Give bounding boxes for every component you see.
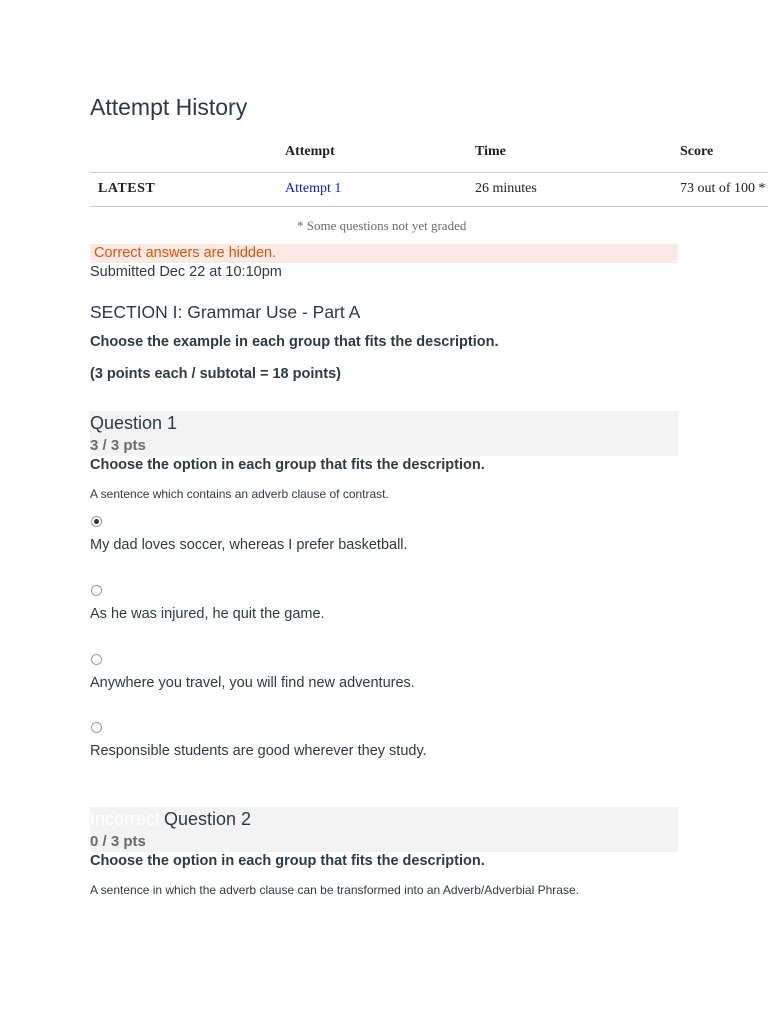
attempt-history-title: Attempt History bbox=[90, 94, 248, 120]
submitted-timestamp: Submitted Dec 22 at 10:10pm bbox=[90, 264, 282, 280]
attempt-1-link[interactable]: Attempt 1 bbox=[285, 181, 342, 196]
question-2-status: Incorrect bbox=[90, 809, 161, 829]
attempt-history-table bbox=[90, 138, 768, 207]
question-2-description: A sentence in which the adverb clause can be transformed into an Adverb/Adverbial Phrase. bbox=[90, 883, 579, 897]
answer-1-radio[interactable] bbox=[91, 516, 102, 527]
question-1-description: A sentence which contains an adverb clause of contrast. bbox=[90, 487, 389, 501]
question-1-prompt: Choose the option in each group that fits the description. bbox=[90, 457, 485, 473]
answer-1-text: My dad loves soccer, whereas I prefer basketball. bbox=[90, 537, 408, 553]
ungraded-note: * Some questions not yet graded bbox=[297, 218, 467, 233]
question-2-header bbox=[90, 807, 678, 852]
answers-hidden-banner: Correct answers are hidden. bbox=[90, 244, 678, 263]
table-row bbox=[90, 173, 768, 207]
answer-4-text: Responsible students are good wherever they study. bbox=[90, 743, 427, 759]
question-1-title: Question 1 bbox=[90, 413, 178, 433]
header-attempt: Attempt bbox=[285, 144, 335, 159]
question-1-header bbox=[90, 411, 678, 456]
section-title: SECTION I: Grammar Use - Part A bbox=[90, 302, 361, 322]
section-instruction: Choose the example in each group that fits the description. bbox=[90, 334, 499, 350]
attempt-score: 73 out of 100 * bbox=[680, 181, 766, 196]
header-score: Score bbox=[680, 144, 714, 159]
question-1-points: 3 / 3 pts bbox=[90, 437, 146, 454]
answer-2-text: As he was injured, he quit the game. bbox=[90, 606, 325, 622]
answer-3-radio[interactable] bbox=[91, 654, 102, 665]
question-2-prompt: Choose the option in each group that fits the description. bbox=[90, 853, 485, 869]
answer-2-radio[interactable] bbox=[91, 585, 102, 596]
table-header-row bbox=[90, 138, 768, 173]
attempt-time: 26 minutes bbox=[475, 181, 537, 196]
question-2-title: Question 2 bbox=[164, 809, 252, 829]
header-time: Time bbox=[475, 144, 506, 159]
latest-label: LATEST bbox=[98, 181, 156, 196]
answer-3-text: Anywhere you travel, you will find new adventures. bbox=[90, 675, 415, 691]
section-points: (3 points each / subtotal = 18 points) bbox=[90, 366, 341, 382]
question-2-points: 0 / 3 pts bbox=[90, 833, 146, 850]
answer-4-radio[interactable] bbox=[91, 722, 102, 733]
